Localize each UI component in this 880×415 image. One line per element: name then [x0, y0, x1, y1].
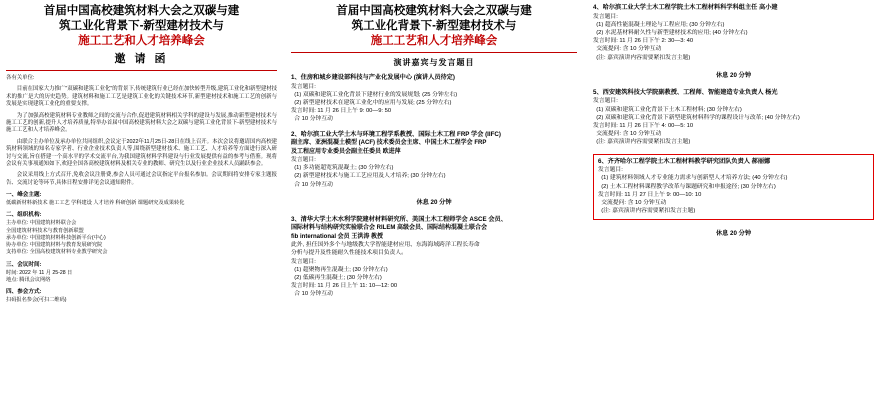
title-line-3: 施工工艺和人才培养峰会 — [78, 35, 205, 47]
agenda-item-5-line-4: 发言时间: 11 月 26 日下午 4: 00—5: 10 — [593, 123, 694, 130]
invitation-divider — [6, 70, 277, 71]
agenda-item-3-head: 3、清华大学土木水利学院建材材料研究所、美国土木工程师学会 ASCE 会员、 — [291, 215, 507, 223]
agenda-item-2-head: 2、哈尔滨工业大学土木与环境工程学系教授、国际土木工程 FRP 学会 (IIFC) — [291, 130, 501, 138]
agenda-title-line-1: 首届中国高校建筑材料大会之双碳与建 — [336, 5, 532, 17]
agenda-item-5 — [593, 89, 874, 147]
join-line-1: 扫码报名参会(可扫二维码) — [6, 296, 67, 303]
agenda-title-block — [291, 4, 577, 49]
agenda-item-1-line-4: 发言时间: 11 月 26 日上午 9: 00—9: 50 — [291, 108, 392, 115]
agenda-column-left — [285, 0, 585, 415]
agenda-item-4-line-5: 交流提问: 含 10 分钟互动 — [593, 46, 662, 53]
section-time-head: 三、会议时间: — [6, 261, 42, 268]
agenda-item-4-line-4: 发言时间: 11 月 26 日下午 2: 30—3: 40 — [593, 38, 694, 45]
section-theme-line-1: 低碳新材料新技术 施工工艺 学科建设 人才培养 科研创新 课题研究及成果转化 — [6, 200, 185, 207]
agenda-item-3-sub: 国际材料与结构研究实验联合会 RILEM 高级会员、国际结构混凝土联合会 — [291, 225, 488, 232]
agenda-item-3-line-7: 合 10 分钟互动 — [291, 291, 333, 298]
agenda-item-5-line-1: 发言题目: — [593, 98, 618, 105]
agenda-item-2-line-3: (2) 新型建材技术与施工工艺应用及人才培养; (30 分钟左右) — [291, 173, 446, 180]
agenda-item-5-line-3: (2) 双碳和建筑工业化背景下新型建筑材料科学的课程设计与改革; (40 分钟左右) — [593, 114, 800, 121]
agenda-item-1-head: 1、住房和城乡建设部科技与产业化发展中心 (演讲人员待定) — [291, 74, 455, 81]
invitation-subtitle: 邀 请 函 — [114, 53, 169, 65]
organizer-line-3: 承办单位: 中国建筑材料科技创新平台(中心) — [6, 234, 106, 241]
agenda-item-3-line-3: 发言题目: — [291, 258, 316, 265]
agenda-item-3 — [291, 216, 577, 299]
agenda-item-4 — [593, 4, 874, 79]
paragraph-4: 会议采用线上方式召开,免收会议注册费,参会人员可通过会议指定平台报名参加。会议期间将安排专家主题报告、交流讨论等环节,具体日程安排详见会议通知附件。 — [6, 172, 277, 186]
agenda-item-1-line-1: 发言题目: — [291, 83, 316, 90]
agenda-item-4-line-1: 发言题目: — [593, 13, 618, 20]
agenda-item-6-line-6: (注: 嘉宾演讲内容需要紧扣发言主题) — [598, 208, 696, 215]
title-line-2: 筑工业化背景下-新型建材技术与 — [59, 20, 224, 32]
agenda-item-2-break: 休息 20 分钟 — [416, 198, 452, 206]
agenda-item-2-line-2: (1) 多功能超宽筑混凝土; (30 分钟左右) — [291, 165, 394, 172]
agenda-item-6-line-2: (1) 建筑材料领域人才专业能力需求与创新型人才培养方法; (40 分钟左右) — [598, 175, 788, 182]
agenda-item-2-line-4: 合 10 分钟互动 — [291, 181, 333, 188]
paragraph-2: 为了加强高校建筑材料专业教师之间的交流与合作,促进建筑材料相关学科的建设与发展,推动新型建材技术与施工工艺的创新,提升人才培养质量,特举办首届中国高校建筑材料大会之双碳与建筑工业化背景下-新型建材技术与施工工艺和人才培养峰会。 — [6, 112, 277, 134]
agenda-item-3-line-2: 分析与提升及性能耐久性能技术项目负责人。 — [291, 250, 407, 257]
agenda-item-6 — [593, 154, 874, 238]
organizer-line-2: 全国建筑材料技术与教育创新联盟 — [6, 227, 84, 234]
time-line-2: 地点: 腾讯会议网络 — [6, 276, 51, 283]
section-join — [6, 288, 277, 304]
agenda-item-4-line-6: (注: 嘉宾演讲内容需要紧扣发言主题) — [593, 54, 691, 61]
section-theme — [6, 191, 277, 207]
agenda-item-3-line-6: 发言时间: 11 月 26 日上午 11: 10—12: 00 — [291, 283, 398, 290]
agenda-item-6-line-5: 交流提问: 含 10 分钟互动 — [598, 200, 667, 207]
agenda-item-6-line-3: (2) 土木工程材料课程教学改革与课题研究和申报途径; (30 分钟左右) — [598, 183, 776, 190]
agenda-item-6-head: 6、齐齐哈尔工程学院土木工程材料教学研究团队负责人 郝丽娜 — [598, 157, 771, 165]
organizer-line-4: 协办单位: 中国建筑材料与教育发展研究院 — [6, 242, 103, 249]
salutation: 各有关单位: — [6, 75, 35, 81]
agenda-item-4-line-3: (2) 水泥基材料耐久性与新型建材技术的应用; (40 分钟左右) — [593, 30, 748, 36]
agenda-item-3-sub2: fib international 会员 王洪涛 教授 — [291, 233, 384, 240]
agenda-item-4-head: 4、哈尔滨工业大学土木工程学院土木工程材料科学科组主任 高小建 — [593, 4, 778, 11]
agenda-title-line-2: 筑工业化背景下-新型建材技术与 — [351, 20, 517, 32]
agenda-item-3-line-4: (1) 超聚物再生混凝土; (30 分钟左右) — [291, 266, 388, 273]
agenda-item-1-line-5: 合 10 分钟互动 — [291, 116, 333, 123]
invitation-title-block — [6, 4, 277, 67]
agenda-item-5-head: 5、西安建筑科技大学院副教授、工程师、智能建造专业负责人 杨光 — [593, 88, 778, 96]
time-line-1: 时间: 2022 年 11 月 25-28 日 — [6, 269, 73, 276]
agenda-item-1 — [291, 74, 577, 124]
agenda-item-6-break: 休息 20 分钟 — [715, 230, 752, 238]
agenda-section-title: 演讲嘉宾与发言题目 — [393, 58, 475, 67]
agenda-item-4-break: 休息 20 分钟 — [715, 71, 752, 79]
agenda-item-1-line-3: (2) 新型建材技术在建筑工业化中的应用与发展; (25 分钟左右) — [291, 100, 452, 106]
agenda-item-2-sub2: 及工程应用专业委员会副主任委员 欧进萍 — [291, 148, 401, 155]
agenda-item-2 — [291, 131, 577, 206]
agenda-title-line-3: 施工工艺和人才培养峰会 — [370, 35, 498, 47]
agenda-item-2-line-1: 发言题目: — [291, 157, 316, 164]
agenda-item-4-line-2: (1) 超高性能混凝土理论与工程应用; (30 分钟左右) — [593, 21, 725, 28]
section-organizers-head: 二、组织机构: — [6, 212, 42, 219]
section-time — [6, 261, 277, 284]
agenda-item-6-line-1: 发言题目: — [598, 167, 623, 174]
organizer-line-1: 主办单位: 中国建筑材料联合会 — [6, 220, 77, 227]
agenda-item-3-line-1: 此外, 担任国外多个与地级教大学智能建材应用、东海海域跨洋工程长寿命 — [291, 242, 480, 249]
invitation-body — [6, 75, 277, 187]
section-organizers — [6, 211, 277, 256]
agenda-column-right — [585, 0, 880, 415]
paragraph-3: 由联合主办单位及承办单位共同组织,会议定于2022年11月25日-28日在线上召开。本次会议将邀请国内高校建筑材料领域的知名专家学者、行业企业技术负责人等,围绕新型建材技术、施工工艺、人才培养等方面进行深入研讨与交流,旨在搭建一个高水平的学术交流平台,为我国建筑材料学科建设与行业发展提供有益的参考与借鉴。现将会议有关事项通知如下,欢迎全国各高校建筑材料及相关专业的教师、研究生以及行业企业技术人员踊跃参会。 — [6, 138, 277, 168]
agenda-item-5-line-5: 交流提问: 含 10 分钟互动 — [593, 131, 662, 138]
agenda-item-1-line-2: (1) 双碳和建筑工业化背景下建材行业的发展规划; (25 分钟左右) — [291, 91, 458, 98]
agenda-item-5-line-6: (注: 嘉宾演讲内容需要紧扣发言主题) — [593, 139, 691, 146]
section-theme-head: 一、峰会主题: — [6, 192, 42, 199]
agenda-item-3-line-5: (2) 低碳再生混凝土; (30 分钟左右) — [291, 275, 382, 282]
paragraph-1: 目前在国家大力推广"双碳和建筑工业化"的背景下,传统建筑行业已经在加快转型升级,建筑工业化和新型建材技术的推广是大的历史趋势。建筑材料和施工工艺是建筑工业化的关键技术环节,新型建材技术和施工工艺的创新与发展是实现建筑工业化的重要支撑。 — [6, 86, 277, 108]
agenda-item-5-line-2: (1) 双碳和建筑工业化背景下土木工程材料; (30 分钟左右) — [593, 106, 742, 113]
agenda-item-6-highlight — [593, 154, 874, 221]
agenda-divider — [291, 52, 577, 53]
agenda-item-2-sub: 副主席、亚洲混凝土模型 (ACF) 技术委员会主席、中国土木工程学会 FRP — [291, 140, 487, 147]
agenda-item-6-line-4: 发言时间: 11 月 27 日上午 9: 00—10: 10 — [598, 191, 702, 198]
title-line-1: 首届中国高校建筑材料大会之双碳与建 — [43, 5, 240, 17]
section-join-head: 四、参会方式: — [6, 288, 42, 295]
invitation-column — [0, 0, 285, 415]
organizer-line-5: 支持单位: 全国高校建筑材料专业教学研究会 — [6, 249, 108, 256]
